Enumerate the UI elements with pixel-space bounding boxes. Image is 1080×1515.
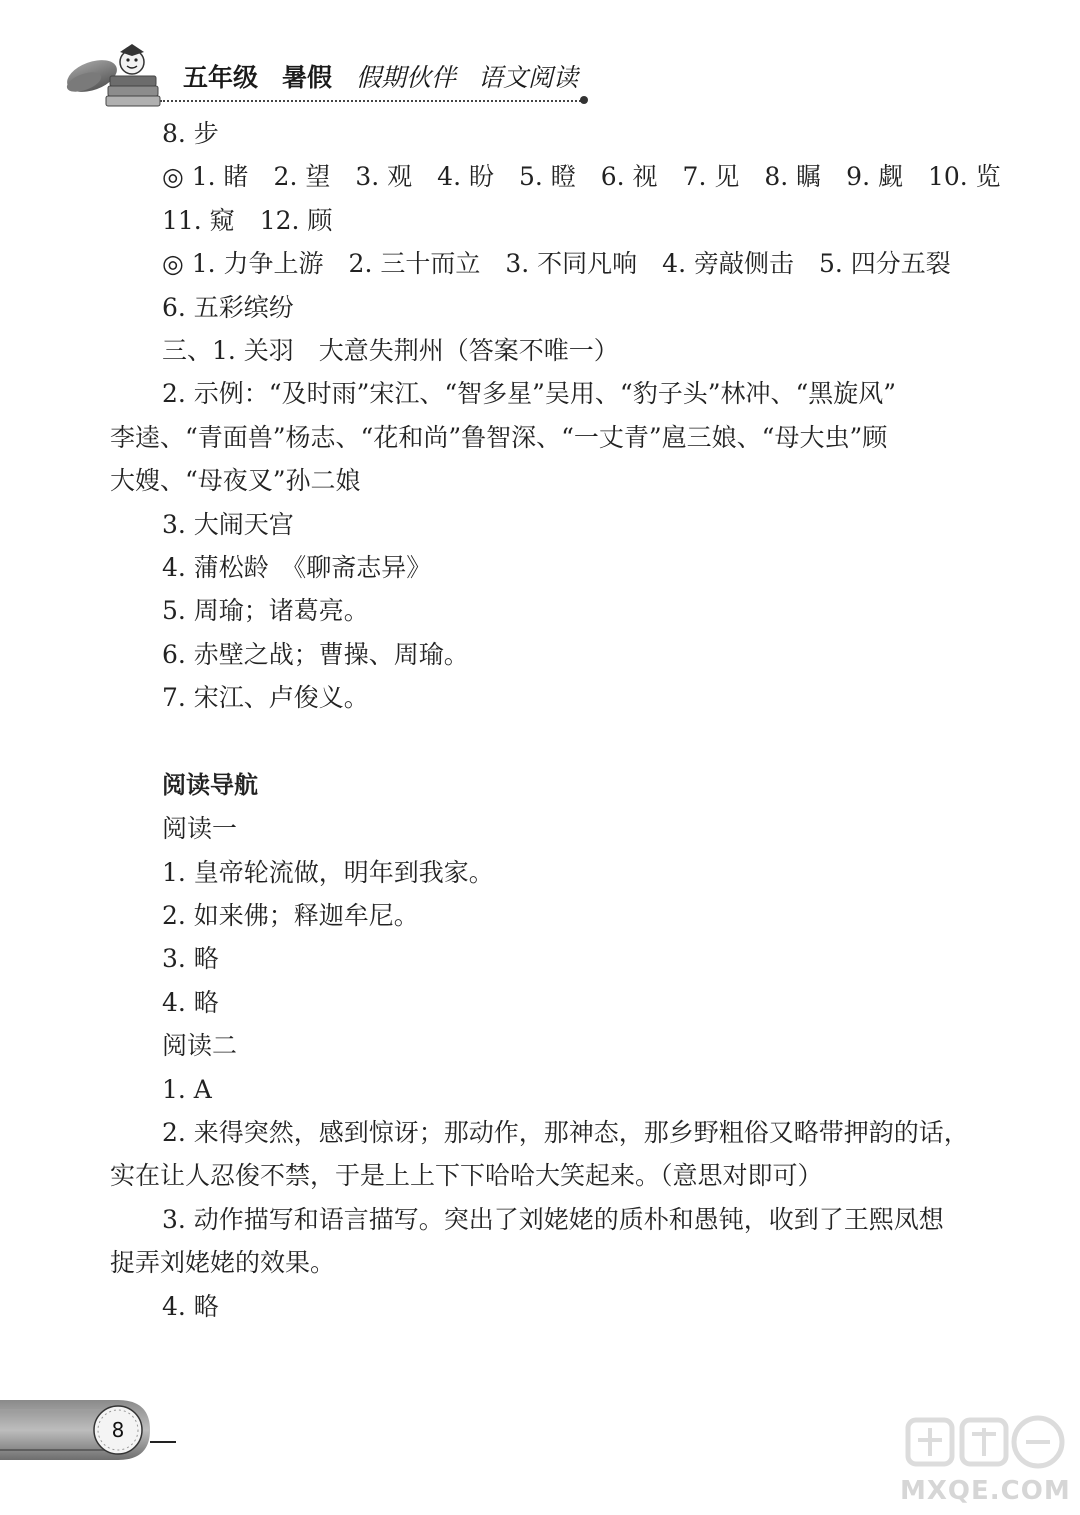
- header-divider-dot: [580, 96, 588, 104]
- header-season: 暑假: [282, 63, 333, 92]
- answer-line: 7. 宋江、卢俊义。: [162, 683, 369, 713]
- answer-line: 3. 动作描写和语言描写。突出了刘姥姥的质朴和愚钝，收到了王熙凤想: [162, 1204, 944, 1234]
- answer-line: 4. 蒲松龄 《聊斋志异》: [162, 553, 432, 583]
- answer-line: 2. 示例：“及时雨”宋江、“智多星”吴用、“豹子头”林冲、“黑旋风”: [162, 379, 897, 409]
- answer-line: 4. 略: [162, 987, 219, 1017]
- answer-line: 1. A: [162, 1074, 212, 1104]
- answer-line: 4. 略: [162, 1291, 219, 1321]
- header-title: [183, 58, 578, 98]
- answer-line: 2. 如来佛；释迦牟尼。: [162, 900, 419, 930]
- section-title: 阅读导航: [162, 770, 258, 799]
- header-subject: 语文阅读: [478, 63, 579, 92]
- answer-line: 3. 略: [162, 944, 219, 974]
- answer-line: 2. 来得突然，感到惊讶；那动作，那神态，那乡野粗俗又略带押韵的话，: [162, 1117, 969, 1147]
- page-footer: [0, 1392, 200, 1472]
- answer-line: 李逵、“青面兽”杨志、“花和尚”鲁智深、“一丈青”扈三娘、“母大虫”顾: [110, 422, 888, 452]
- answer-block-one: [110, 112, 1001, 720]
- answer-block-two: [110, 807, 980, 1328]
- header-series: 假期伙伴: [356, 63, 457, 92]
- answer-line: 实在让人忍俊不禁，于是上上下下哈哈大笑起来。（意思对即可）: [110, 1161, 823, 1191]
- header-grade: 五年级: [183, 63, 259, 92]
- answer-line: 大嫂、“母夜叉”孙二娘: [110, 466, 361, 496]
- answer-line: 5. 周瑜；诸葛亮。: [162, 596, 369, 626]
- header-divider: [160, 100, 585, 102]
- answer-line: 阅读二: [162, 1031, 238, 1061]
- answer-line: ◎ 1. 睹 2. 望 3. 观 4. 盼 5. 瞪 6. 视 7. 见 8. 瞩 9. 觑 10. 览: [162, 162, 1001, 192]
- answer-line: 8. 步: [162, 119, 219, 148]
- watermark-logo-icon: [900, 1410, 1070, 1480]
- page-number: 8: [111, 1418, 125, 1442]
- answer-line: 三、1. 关羽 大意失荆州（答案不唯一）: [162, 336, 619, 366]
- watermark-text: MXQE.COM: [900, 1476, 1071, 1506]
- answer-line: 6. 赤壁之战；曹操、周瑜。: [162, 639, 469, 669]
- answer-line: 11. 窥 12. 顾: [162, 205, 333, 235]
- site-watermark: [900, 1410, 1070, 1505]
- answer-line: 3. 大闹天宫: [162, 509, 294, 539]
- answer-line: 阅读一: [162, 814, 238, 844]
- page-header: [0, 40, 1080, 120]
- book-mascot-icon: [62, 42, 162, 114]
- answer-line: 1. 皇帝轮流做，明年到我家。: [162, 857, 494, 887]
- answer-content: [110, 112, 1001, 1328]
- section-gap: [110, 720, 980, 764]
- answer-line: ◎ 1. 力争上游 2. 三十而立 3. 不同凡响 4. 旁敲侧击 5. 四分五裂: [162, 249, 951, 279]
- answer-line: 6. 五彩缤纷: [162, 292, 294, 322]
- answer-line: 捉弄刘姥姥的效果。: [110, 1248, 336, 1278]
